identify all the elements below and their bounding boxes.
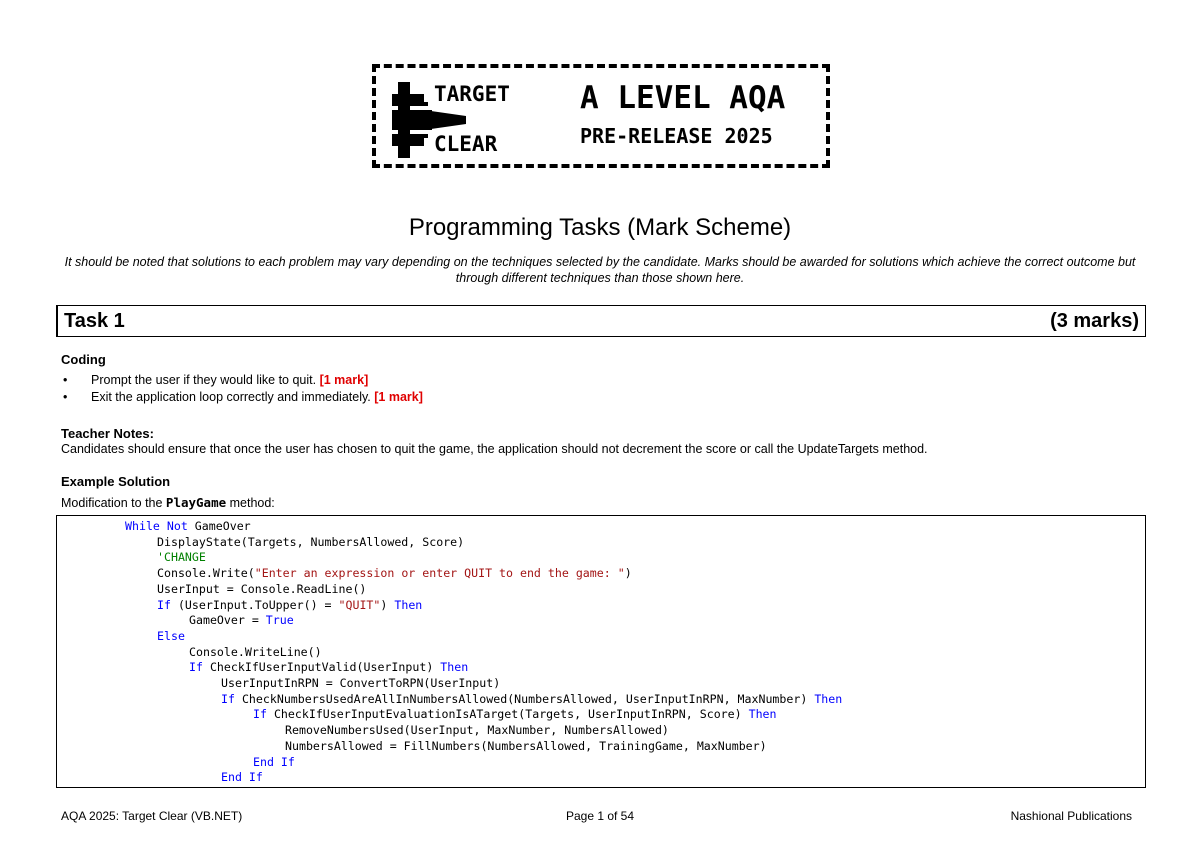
footer-document-name: AQA 2025: Target Clear (VB.NET) — [61, 809, 243, 823]
code-token: True — [265, 613, 294, 628]
coding-heading: Coding — [61, 352, 106, 367]
code-token: CheckIfUserInputEvaluationIsATarget(Targets, UserInputInRPN, Score) — [266, 707, 749, 722]
code-line — [157, 598, 422, 614]
modification-prefix: Modification to the — [61, 496, 166, 510]
code-token: (UserInput.ToUpper() = — [170, 597, 339, 612]
code-token: Then — [748, 707, 777, 722]
code-line — [253, 755, 295, 771]
code-line — [157, 582, 366, 598]
code-token: DisplayState(Targets, NumbersAllowed, Score) — [157, 534, 465, 549]
code-line — [157, 629, 185, 645]
code-token: UserInput = Console.ReadLine() — [157, 581, 367, 596]
code-token: Then — [440, 660, 469, 675]
mark-badge: [1 mark] — [374, 390, 423, 404]
code-token: Console.WriteLine() — [189, 644, 322, 659]
code-line — [189, 613, 294, 629]
modification-note — [61, 495, 275, 510]
code-token: End If — [221, 770, 263, 785]
code-line — [189, 645, 322, 661]
code-line — [285, 739, 767, 755]
code-token: If — [253, 707, 267, 722]
code-token: GameOver = — [189, 613, 266, 628]
code-token: RemoveNumbersUsed(UserInput, MaxNumber, NumbersAllowed) — [285, 723, 669, 738]
code-line — [285, 723, 669, 739]
code-line — [221, 770, 263, 786]
page-title: Programming Tasks (Mark Scheme) — [408, 214, 792, 241]
criterion-text: Exit the application loop correctly and immediately. — [91, 390, 375, 404]
code-line — [157, 550, 206, 566]
teacher-notes-heading: Teacher Notes: — [61, 426, 154, 441]
code-token: UserInputInRPN = ConvertToRPN(UserInput) — [221, 676, 501, 690]
code-token: "Enter an expression or enter QUIT to end the game: " — [254, 566, 625, 581]
task-title: Task 1 — [64, 310, 125, 332]
teacher-notes-text: Candidates should ensure that once the user has chosen to quit the game, the application should not decrement the score or call the UpdateTargets method. — [61, 442, 928, 456]
code-token: Console.Write( — [157, 566, 255, 581]
footer-publisher: Nashional Publications — [1010, 809, 1132, 823]
code-line — [221, 692, 842, 708]
list-item — [61, 389, 423, 406]
criterion-text: Prompt the user if they would like to quit. — [91, 373, 320, 387]
code-line — [221, 676, 500, 692]
code-token: If — [189, 660, 203, 675]
code-token: While Not — [125, 519, 188, 533]
code-token: ) — [624, 566, 632, 581]
code-line — [253, 707, 777, 723]
code-token: ) — [380, 597, 395, 612]
code-line — [189, 660, 468, 676]
pre-release-banner — [372, 64, 830, 168]
coding-criteria-list — [61, 372, 423, 406]
logo-word-clear: CLEAR — [434, 132, 498, 156]
code-line — [157, 535, 464, 551]
logo-word-target: TARGET — [434, 82, 510, 106]
method-name: PlayGame — [165, 495, 227, 510]
code-token: Then — [814, 691, 843, 706]
task-marks: (3 marks) — [1050, 310, 1139, 332]
footer-page-number: Page 1 of 54 — [565, 809, 635, 823]
task-header — [56, 305, 1146, 337]
code-token: End If — [253, 754, 295, 769]
code-token: GameOver — [187, 519, 251, 533]
banner-subtitle: PRE-RELEASE 2025 — [580, 124, 773, 148]
target-clear-logo — [392, 80, 522, 160]
code-listing — [56, 515, 1146, 788]
code-token: CheckNumbersUsedAreAllInNumbersAllowed(NumbersAllowed, UserInputInRPN, MaxNumber) — [234, 691, 815, 706]
code-token: CheckIfUserInputValid(UserInput) — [202, 660, 441, 675]
banner-title: A LEVEL AQA — [580, 80, 786, 116]
code-token: If — [157, 597, 171, 612]
code-token: If — [221, 691, 235, 706]
modification-suffix: method: — [226, 496, 275, 510]
code-token: Else — [157, 628, 185, 643]
code-token: "QUIT" — [338, 597, 381, 612]
intro-note: It should be noted that solutions to each problem may vary depending on the techniques selected by the candidate. Marks should be awarded for solutions which achieve the correct outcome but through different techniques than those shown here. — [64, 255, 1136, 285]
example-solution-heading: Example Solution — [61, 474, 171, 489]
code-token: 'CHANGE — [157, 550, 206, 565]
code-token: Then — [394, 597, 423, 612]
mark-badge: [1 mark] — [319, 373, 369, 387]
code-token: NumbersAllowed = FillNumbers(NumbersAllowed, TrainingGame, MaxNumber) — [285, 738, 767, 753]
code-line — [125, 519, 251, 535]
list-item — [61, 372, 423, 389]
code-line — [157, 566, 632, 582]
